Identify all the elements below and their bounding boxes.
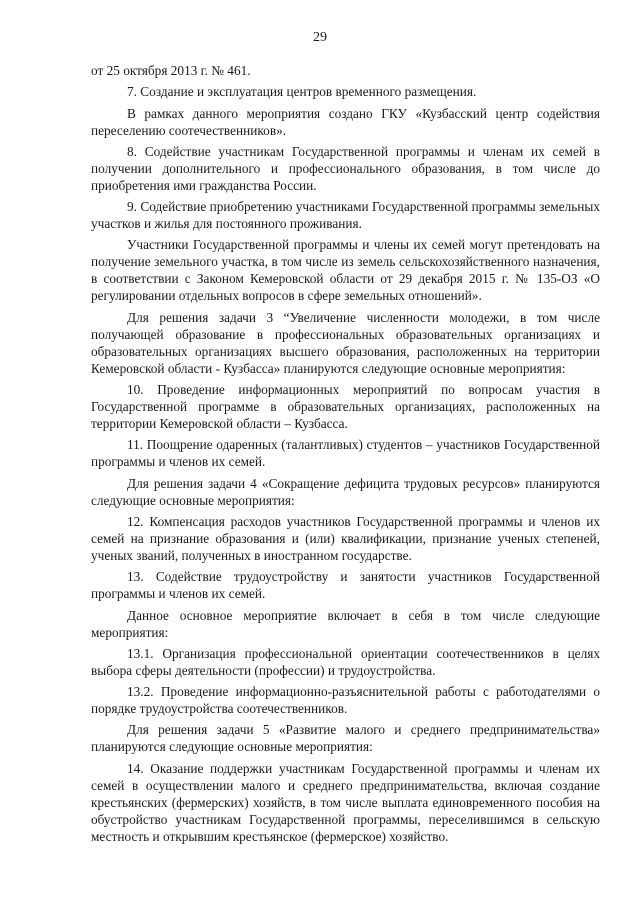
paragraph-item-9: 9. Содействие приобретению участниками Государственной программы земельных участков и жилья для постоянного проживания. [91, 199, 600, 232]
paragraph-item-13-2: 13.2. Проведение информационно-разъяснительной работы с работодателями о порядке трудоустройства соотечественников. [91, 684, 600, 717]
paragraph-item-13: 13. Содействие трудоустройству и занятости участников Государственной программы и членов их семей. [91, 569, 600, 602]
paragraph-item-8: 8. Содействие участникам Государственной программы и членам их семей в получении дополнительного и профессионального образования, в том числе до приобретения ими гражданства России. [91, 143, 600, 193]
paragraph-continuation: от 25 октября 2013 г. № 461. [91, 63, 251, 78]
paragraph-item-7: 7. Создание и эксплуатация центров временного размещения. [127, 84, 477, 100]
paragraph-task-4-intro: Для решения задачи 4 «Сокращение дефицита трудовых ресурсов» планируются следующие основные мероприятия: [91, 475, 600, 508]
paragraph-item-7-detail: В рамках данного мероприятия создано ГКУ «Кузбасский центр содействия переселению соотечественников». [91, 105, 600, 138]
paragraph-item-13-detail: Данное основное мероприятие включает в себя в том числе следующие мероприятия: [91, 607, 600, 640]
paragraph-item-9-detail: Участники Государственной программы и члены их семей могут претендовать на получение земельного участка, в том числе из земель сельскохозяйственного назначения, в соответствии с Законом Кемеровской области от 29 декабря 2015 г. № 135-ОЗ «О регулировании отдельных вопросов в сфере земельных отношений». [91, 237, 600, 304]
paragraph-task-5-intro: Для решения задачи 5 «Развитие малого и среднего предпринимательства» планируются следующие основные мероприятия: [91, 722, 600, 755]
paragraph-item-14: 14. Оказание поддержки участникам Государственной программы и членам их семей в осуществлении малого и среднего предпринимательства, включая создание крестьянских (фермерских) хозяйств, в том числе выплата единовременного пособия на обустройство участникам Государственной программы, переселившимся в сельскую местность и открывшим крестьянское (фермерское) хозяйство. [91, 760, 600, 844]
paragraph-item-13-1: 13.1. Организация профессиональной ориентации соотечественников в целях выбора сферы деятельности (профессии) и трудоустройства. [91, 645, 600, 678]
paragraph-task-3-intro: Для решения задачи 3 “Увеличение численности молодежи, в том числе получающей образование в профессиональных образовательных организациях и образовательных организациях высшего образования, расположенных на территории Кемеровской области - Кузбасса» планируются следующие основные мероприятия: [91, 309, 600, 376]
paragraph-item-12: 12. Компенсация расходов участников Государственной программы и членов их семей на признание образования и (или) квалификации, признание ученых степеней, ученых званий, полученных в иностранном государстве. [91, 513, 600, 563]
document-body [91, 62, 600, 849]
page-number: 29 [313, 30, 327, 45]
paragraph-item-10: 10. Проведение информационных мероприятий по вопросам участия в Государственной программе в образовательных организациях, расположенных на территории Кемеровской области – Кузбасса. [91, 382, 600, 432]
paragraph-item-11: 11. Поощрение одаренных (талантливых) студентов – участников Государственной программы и членов их семей. [91, 437, 600, 470]
